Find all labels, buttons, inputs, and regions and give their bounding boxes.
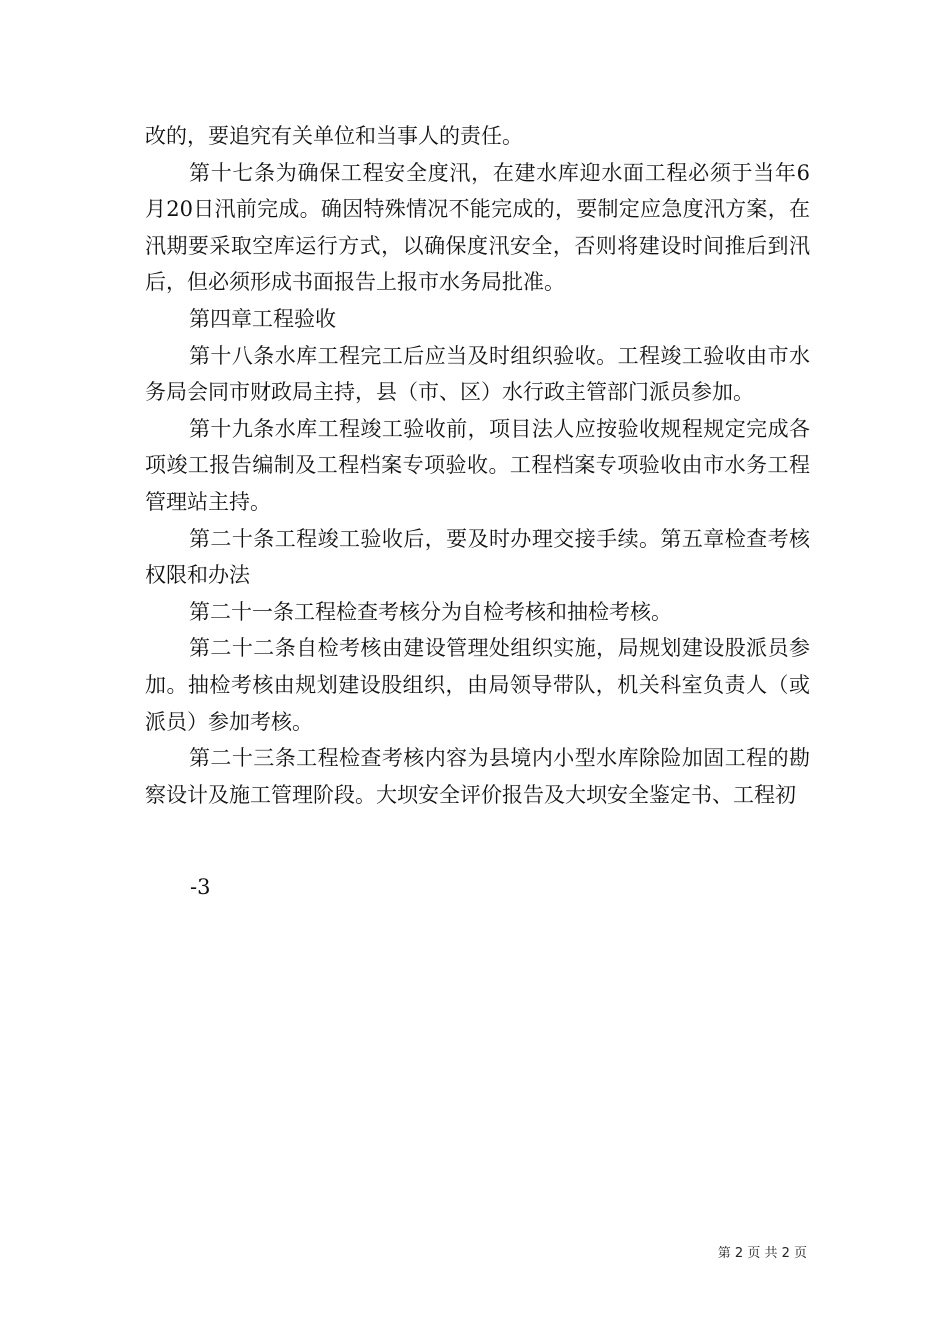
paragraph-article-19: 第十九条水库工程竣工验收前，项目法人应按验收规程规定完成各项竣工报告编制及工程档案专项验收。工程档案专项验收由市水务工程管理站主持。 xyxy=(145,416,810,514)
paragraph-article-22: 第二十二条自检考核由建设管理处组织实施，局规划建设股派员参加。抽检考核由规划建设股组织，由局领导带队，机关科室负责人（或派员）参加考核。 xyxy=(145,636,810,734)
paragraph-article-21: 第二十一条工程检查考核分为自检考核和抽检考核。 xyxy=(189,599,672,624)
document-body xyxy=(145,118,810,813)
chapter-heading-4: 第四章工程验收 xyxy=(189,306,336,331)
paragraph-article-18: 第十八条水库工程完工后应当及时组织验收。工程竣工验收由市水务局会同市财政局主持，县（市、区）水行政主管部门派员参加。 xyxy=(145,343,810,405)
paragraph-article-17: 第十七条为确保工程安全度汛，在建水库迎水面工程必须于当年6月20日汛前完成。确因特殊情况不能完成的，要制定应急度汛方案，在汛期要采取空库运行方式，以确保度汛安全，否则将建设时间推后到汛后，但必须形成书面报告上报市水务局批准。 xyxy=(145,160,810,295)
paragraph-article-23: 第二十三条工程检查考核内容为县境内小型水库除险加固工程的勘察设计及施工管理阶段。大坝安全评价报告及大坝安全鉴定书、工程初 xyxy=(145,746,810,807)
page-mark: -3 xyxy=(190,875,211,899)
paragraph-continuation: 改的，要追究有关单位和当事人的责任。 xyxy=(145,124,523,148)
paragraph-article-20: 第二十条工程竣工验收后，要及时办理交接手续。第五章检查考核权限和办法 xyxy=(145,526,810,588)
page-footer: 第 2 页 共 2 页 xyxy=(717,1246,807,1261)
